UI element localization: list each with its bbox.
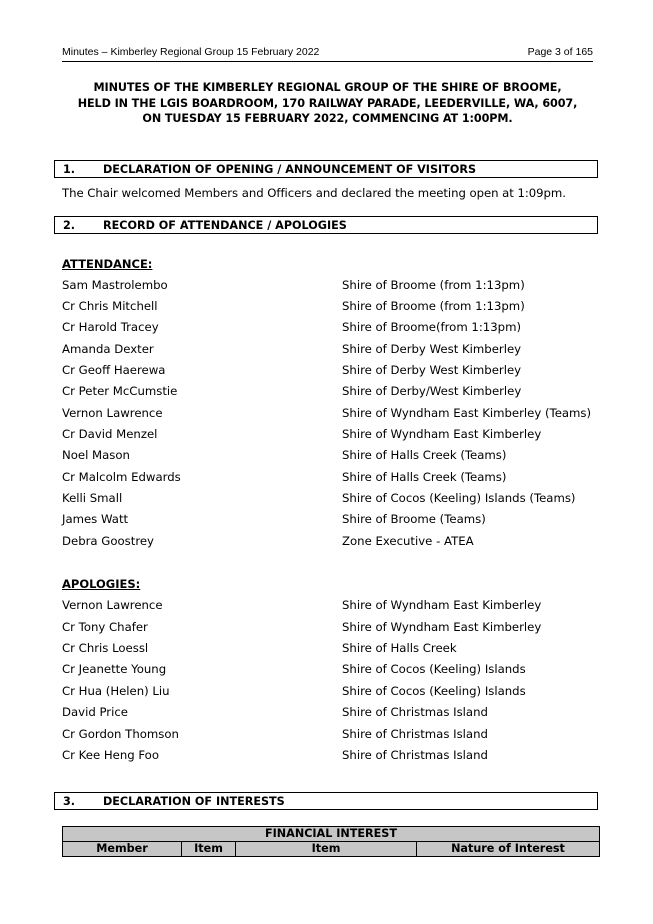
apology-name: Vernon Lawrence [62, 598, 163, 612]
apology-row [62, 684, 602, 704]
attendance-heading: ATTENDANCE: [62, 257, 153, 271]
financial-interest-table [62, 826, 600, 857]
column-header-item: Item [182, 842, 236, 857]
attendee-row [62, 278, 602, 298]
attendee-name: Amanda Dexter [62, 342, 154, 356]
attendee-organisation: Shire of Halls Creek (Teams) [342, 448, 507, 462]
attendee-organisation: Shire of Halls Creek (Teams) [342, 470, 507, 484]
attendee-name: Noel Mason [62, 448, 130, 462]
section-title: RECORD OF ATTENDANCE / APOLOGIES [103, 219, 347, 232]
attendee-organisation: Shire of Derby/West Kimberley [342, 384, 522, 398]
column-header-item-title: Item [236, 842, 417, 857]
apology-row [62, 662, 602, 682]
attendee-row [62, 534, 602, 554]
section-title: DECLARATION OF OPENING / ANNOUNCEMENT OF VISITORS [103, 163, 476, 176]
apology-name: Cr Tony Chafer [62, 620, 148, 634]
page-header [62, 46, 593, 58]
apology-name: Cr Kee Heng Foo [62, 748, 159, 762]
attendee-name: Kelli Small [62, 491, 123, 505]
section-number: 2. [63, 219, 76, 232]
attendee-name: Cr David Menzel [62, 427, 158, 441]
attendee-row [62, 320, 602, 340]
attendee-row [62, 491, 602, 511]
apology-organisation: Shire of Christmas Island [342, 705, 488, 719]
apology-row [62, 705, 602, 725]
attendee-organisation: Shire of Wyndham East Kimberley (Teams) [342, 406, 592, 420]
section-2-heading [54, 216, 598, 234]
apology-name: Cr Chris Loessl [62, 641, 149, 655]
attendee-row [62, 384, 602, 404]
attendee-organisation: Shire of Cocos (Keeling) Islands (Teams) [342, 491, 576, 505]
attendee-organisation: Shire of Broome(from 1:13pm) [342, 320, 522, 334]
attendee-name: Cr Harold Tracey [62, 320, 159, 334]
attendee-name: Cr Malcolm Edwards [62, 470, 181, 484]
section-number: 3. [63, 795, 76, 808]
attendee-organisation: Shire of Broome (from 1:13pm) [342, 299, 525, 313]
attendee-row [62, 342, 602, 362]
header-title: Minutes – Kimberley Regional Group 15 February 2022 [62, 46, 320, 58]
apology-organisation: Shire of Wyndham East Kimberley [342, 598, 542, 612]
apology-name: Cr Hua (Helen) Liu [62, 684, 170, 698]
minutes-title [62, 80, 593, 127]
title-line-2: HELD IN THE LGIS BOARDROOM, 170 RAILWAY PARADE, LEEDERVILLE, WA, 6007, [77, 96, 578, 110]
attendee-name: Cr Peter McCumstie [62, 384, 178, 398]
attendee-name: Vernon Lawrence [62, 406, 163, 420]
table-header-row [63, 842, 600, 857]
attendee-name: Sam Mastrolembo [62, 278, 168, 292]
attendee-organisation: Shire of Derby West Kimberley [342, 342, 522, 356]
attendee-organisation: Shire of Broome (Teams) [342, 512, 486, 526]
attendee-name: Cr Geoff Haerewa [62, 363, 166, 377]
attendee-row [62, 448, 602, 468]
apology-row [62, 748, 602, 768]
column-header-member: Member [63, 842, 182, 857]
attendee-row [62, 512, 602, 532]
attendee-name: James Watt [62, 512, 129, 526]
attendee-organisation: Zone Executive - ATEA [342, 534, 474, 548]
section-1-heading [54, 160, 598, 178]
apology-organisation: Shire of Christmas Island [342, 727, 488, 741]
attendee-organisation: Shire of Derby West Kimberley [342, 363, 522, 377]
apology-organisation: Shire of Christmas Island [342, 748, 488, 762]
page-number: Page 3 of 165 [527, 46, 593, 58]
column-header-nature-of-interest: Nature of Interest [417, 842, 600, 857]
apology-organisation: Shire of Halls Creek [342, 641, 457, 655]
attendee-row [62, 406, 602, 426]
attendee-name: Debra Goostrey [62, 534, 154, 548]
apology-name: Cr Jeanette Young [62, 662, 167, 676]
apology-name: Cr Gordon Thomson [62, 727, 179, 741]
apology-row [62, 620, 602, 640]
apology-organisation: Shire of Cocos (Keeling) Islands [342, 684, 526, 698]
section-number: 1. [63, 163, 76, 176]
apology-organisation: Shire of Wyndham East Kimberley [342, 620, 542, 634]
attendee-row [62, 470, 602, 490]
apology-row [62, 641, 602, 661]
apologies-heading: APOLOGIES: [62, 577, 141, 591]
table-caption: FINANCIAL INTEREST [63, 827, 600, 842]
attendee-row [62, 363, 602, 383]
section-3-heading [54, 792, 598, 810]
section-title: DECLARATION OF INTERESTS [103, 795, 285, 808]
opening-statement: The Chair welcomed Members and Officers and declared the meeting open at 1:09pm. [62, 186, 566, 200]
header-divider [62, 61, 593, 62]
apology-name: David Price [62, 705, 128, 719]
apology-row [62, 598, 602, 618]
attendee-organisation: Shire of Wyndham East Kimberley [342, 427, 542, 441]
apology-row [62, 727, 602, 747]
title-line-1: MINUTES OF THE KIMBERLEY REGIONAL GROUP OF THE SHIRE OF BROOME, [93, 81, 562, 94]
apology-organisation: Shire of Cocos (Keeling) Islands [342, 662, 526, 676]
attendee-name: Cr Chris Mitchell [62, 299, 158, 313]
title-line-3: ON TUESDAY 15 FEBRUARY 2022, COMMENCING AT 1:00PM. [142, 112, 513, 125]
attendee-organisation: Shire of Broome (from 1:13pm) [342, 278, 525, 292]
attendee-row [62, 427, 602, 447]
attendee-row [62, 299, 602, 319]
